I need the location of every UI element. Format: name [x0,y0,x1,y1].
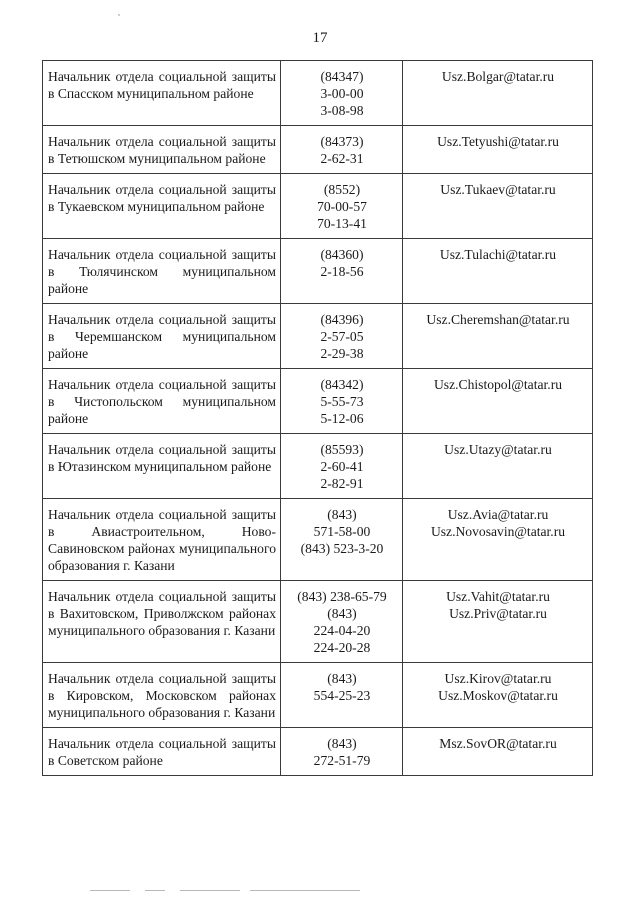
phone-number: 554-25-23 [313,688,371,703]
phone-cell [281,663,403,728]
department-title-cell: Начальник отдела социальной защиты в Тукаевском муниципальном районе [43,174,281,239]
table-row [43,174,593,239]
department-title-cell: Начальник отдела социальной защиты в Чистопольском муниципальном районе [43,369,281,434]
email-cell [403,581,593,663]
email-address[interactable]: Usz.Tetyushi@tatar.ru [437,134,559,149]
phone-number: 224-20-28 [313,640,371,655]
email-address[interactable]: Usz.Priv@tatar.ru [449,606,547,621]
phone-number: (84360) [320,247,364,262]
email-address[interactable]: Usz.Bolgar@tatar.ru [441,69,555,84]
table-row [43,126,593,174]
phone-number: (85593) [320,442,364,457]
email-cell [403,434,593,499]
scan-speck [118,14,120,16]
contacts-table [42,60,593,776]
table-row [43,239,593,304]
department-title-cell: Начальник отдела социальной защиты в Тетюшском муниципальном районе [43,126,281,174]
phone-number: 3-00-00 [320,86,364,101]
department-title-cell: Начальник отдела социальной защиты в Тюлячинском муниципальном районе [43,239,281,304]
email-cell [403,499,593,581]
email-address[interactable]: Usz.Tukaev@tatar.ru [440,182,556,197]
table-row [43,663,593,728]
email-cell [403,369,593,434]
email-address[interactable]: Usz.Cheremshan@tatar.ru [426,312,570,327]
phone-cell [281,239,403,304]
email-address[interactable]: Usz.Utazy@tatar.ru [444,442,552,457]
email-cell [403,239,593,304]
phone-number: 3-08-98 [320,103,364,118]
phone-cell [281,499,403,581]
phone-cell [281,369,403,434]
phone-number: (8552) [323,182,361,197]
phone-number: 70-00-57 [317,199,367,214]
phone-number: 2-60-41 [320,459,364,474]
email-cell [403,728,593,776]
table-row [43,581,593,663]
department-title-cell: Начальник отдела социальной защиты в Советском районе [43,728,281,776]
department-title-cell: Начальник отдела социальной защиты в Вахитовском, Приволжском районах муниципального образования г. Казани [43,581,281,663]
phone-number: (843) [327,606,357,621]
phone-number: (84396) [320,312,364,327]
department-title-cell: Начальник отдела социальной защиты в Спасском муниципальном районе [43,61,281,126]
phone-number: (843) [327,671,357,686]
email-address[interactable]: Usz.Novosavin@tatar.ru [430,524,566,539]
footer-scan-marks [90,890,360,893]
table-row [43,728,593,776]
phone-cell [281,304,403,369]
email-address[interactable]: Usz.Chistopol@tatar.ru [433,377,563,392]
phone-cell [281,434,403,499]
phone-number: (843) 238-65-79 [297,589,387,604]
department-title-cell: Начальник отдела социальной защиты в Черемшанском муниципальном районе [43,304,281,369]
phone-number: (84342) [320,377,364,392]
email-cell [403,126,593,174]
department-title-cell: Начальник отдела социальной защиты в Кировском, Московском районах муниципального образования г. Казани [43,663,281,728]
email-address[interactable]: Usz.Vahit@tatar.ru [446,589,550,604]
email-address[interactable]: Usz.Kirov@tatar.ru [444,671,552,686]
phone-cell [281,581,403,663]
phone-number: 2-29-38 [320,346,364,361]
phone-number: 2-18-56 [320,264,364,279]
phone-cell [281,728,403,776]
phone-number: 224-04-20 [313,623,371,638]
phone-number: (843) [327,736,357,751]
phone-number: (84373) [320,134,364,149]
email-address[interactable]: Usz.Avia@tatar.ru [447,507,549,522]
phone-number: 5-55-73 [320,394,364,409]
email-cell [403,174,593,239]
table-row [43,369,593,434]
table-row [43,304,593,369]
department-title-cell: Начальник отдела социальной защиты в Авиастроительном, Ново-Савиновском районах муниципального образования г. Казани [43,499,281,581]
email-address[interactable]: Usz.Moskov@tatar.ru [438,688,558,703]
phone-number: 2-57-05 [320,329,364,344]
phone-cell [281,61,403,126]
email-address[interactable]: Msz.SovOR@tatar.ru [439,736,557,751]
email-address[interactable]: Usz.Tulachi@tatar.ru [439,247,557,262]
email-cell [403,663,593,728]
phone-number: 2-82-91 [320,476,364,491]
phone-number: (843) 523-3-20 [300,541,384,556]
department-title-cell: Начальник отдела социальной защиты в Ютазинском муниципальном районе [43,434,281,499]
phone-cell [281,126,403,174]
email-cell [403,61,593,126]
page-number: 17 [312,30,328,46]
phone-number: 272-51-79 [313,753,371,768]
email-cell [403,304,593,369]
table-row [43,499,593,581]
phone-number: (843) [327,507,357,522]
phone-number: 5-12-06 [320,411,364,426]
phone-number: 571-58-00 [313,524,371,539]
table-body [43,61,593,776]
phone-number: 2-62-31 [320,151,364,166]
table-row [43,61,593,126]
table-row [43,434,593,499]
phone-number: (84347) [320,69,364,84]
phone-cell [281,174,403,239]
phone-number: 70-13-41 [317,216,367,231]
